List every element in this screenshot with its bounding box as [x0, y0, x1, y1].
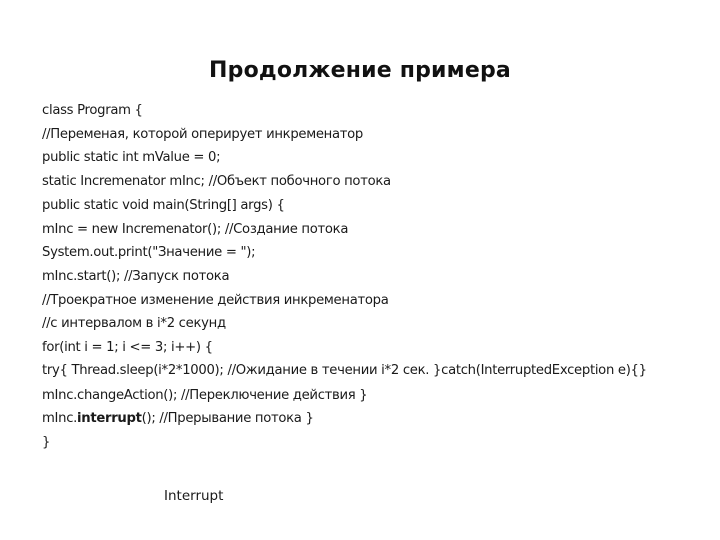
code-text: (); //Прерывание потока }	[141, 411, 314, 427]
code-line: System.out.print("Значение = ");	[42, 245, 256, 261]
code-line: for(int i = 1; i <= 3; i++) {	[42, 340, 213, 356]
code-text: mInc.	[42, 411, 78, 427]
code-line: //Переменая, которой оперирует инкременатор	[42, 126, 364, 142]
code-line: mInc.changeAction(); //Переключение действия }	[42, 387, 368, 403]
code-line-interrupt	[42, 407, 672, 431]
code-line: static Incremenator mInc; //Объект побочного потока	[42, 174, 391, 190]
code-block	[42, 99, 672, 455]
code-line: mInc.start(); //Запуск потока	[42, 268, 230, 284]
code-line: public static int mValue = 0;	[42, 150, 221, 166]
code-line-wrapped: try{ Thread.sleep(i*2*1000); //Ожидание в течении i*2 сек. }catch(InterruptedException e){}	[42, 362, 647, 378]
interrupt-keyword: interrupt	[77, 411, 142, 427]
code-line: public static void main(String[] args) {	[42, 197, 285, 213]
code-line: }	[42, 435, 51, 451]
caption-interrupt: Interrupt	[164, 488, 224, 504]
code-line: //Троекратное изменение действия инкременатора	[42, 292, 389, 308]
code-line: mInc = new Incremenator(); //Создание потока	[42, 221, 349, 237]
code-line: //с интервалом в i*2 секунд	[42, 316, 226, 332]
slide-title: Продолжение примера	[209, 58, 511, 83]
code-line: class Program {	[42, 103, 143, 118]
